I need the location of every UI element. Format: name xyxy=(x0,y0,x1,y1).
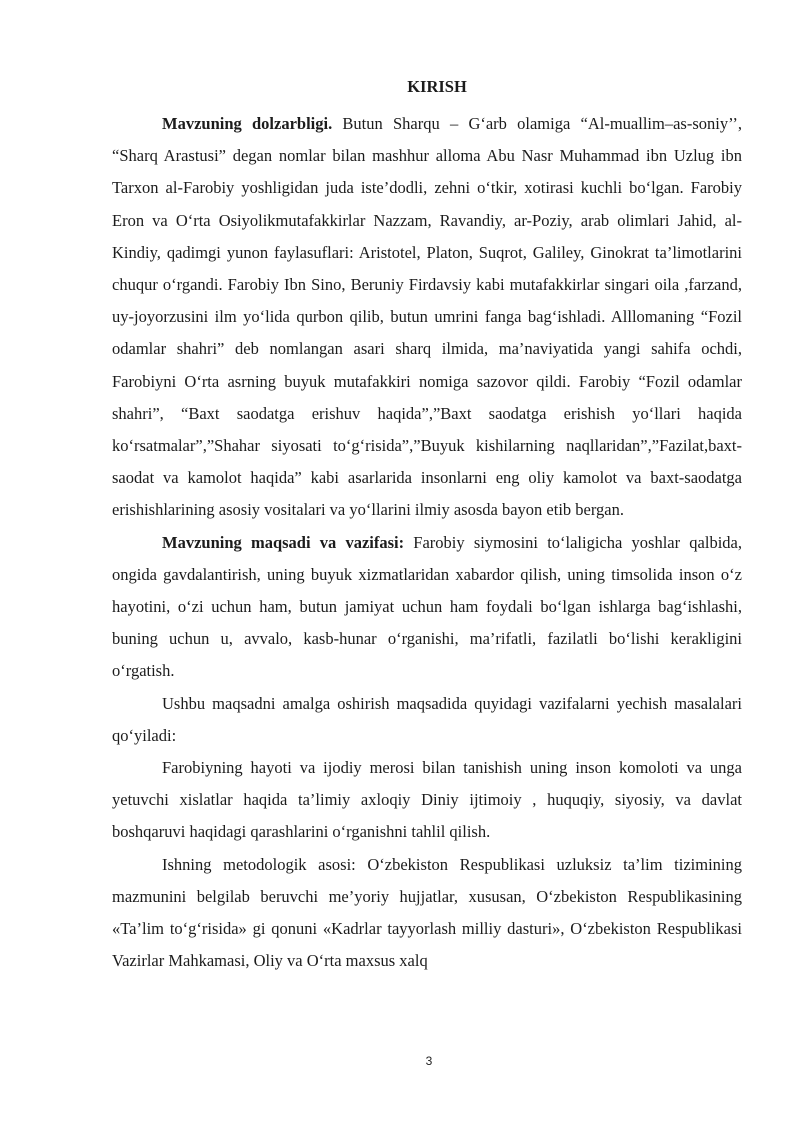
paragraph-text: Ishning metodologik asosi: O‘zbekiston Respublikasi uzluksiz ta’lim tizimining mazmunini belgilab beruvchi me’yoriy hujjatlar, xususan, O‘zbekiston Respublikasining «Ta’lim to‘g‘risida» gi qonuni «Kadrlar tayyorlash milliy dasturi», O‘zbekiston Respublikasi Vazirlar Mahkamasi, Oliy va O‘rta maxsus xalq xyxy=(112,854,742,971)
paragraph-text: Butun Sharqu – G‘arb olamiga “Al-muallim–as-soniy’’, “Sharq Arastusi” degan nomlar bilan mashhur alloma Abu Nasr Muhammad ibn Uzlug ibn Tarxon al-Farobiy yoshligidan juda iste’dodli, zehni o‘tkir, xotirasi kuchli bo‘lgan. Farobiy Eron va O‘rta Osiyolikmutafakkirlar Nazzam, Ravandiy, ar-Poziy, arab olimlari Jahid, al-Kindiy, qadimgi yunon faylasuflari: Aristotel, Platon, Suqrot, Galiley, Ginokrat ta’limotlarini chuqur o‘rgandi. Farobiy Ibn Sino, Beruniy Firdavsiy kabi mutafakkirlar singari oila ,farzand, uy-joyorzusini ilm yo‘lida qurbon qilib, butun umrini fanga bag‘ishladi. Alllomaning “Fozil odamlar shahri” deb nomlangan asari sharq ilmida, ma’naviyatida yangi sahifa ochdi, Farobiyni O‘rta asrning buyuk mutafakkiri nomiga sazovor qildi. Farobiy “Fozil odamlar shahri”, “Baxt saodatga erishuv haqida”,”Baxt saodatga erishish yo‘llari haqida ko‘rsatmalar”,”Shahar siyosati to‘g‘risida”,”Buyuk kishilarning naqllaridan”,”Fazilat,baxt-saodat va kamolot haqida” kabi asarlarida insonlarni eng oliy kamolot va baxt-saodatga erishishlarining asosiy vositalari va yo‘llarini ilmiy asosda bayon etib bergan. xyxy=(112,114,742,520)
paragraph-text: Farobiyning hayoti va ijodiy merosi bilan tanishish uning inson komoloti va unga yetuvchi xislatlar haqida ta’limiy axloqiy Diniy ijtimoiy , huquqiy, siyosiy, va davlat boshqaruvi haqidagi qarashlarini o‘rganishni tahlil qilish. xyxy=(112,758,742,842)
paragraph-methodology xyxy=(112,849,742,978)
paragraph-heading: Mavzuning dolzarbligi. xyxy=(162,114,333,133)
paragraph-relevance xyxy=(112,108,742,527)
paragraph-heading: Mavzuning maqsadi va vazifasi: xyxy=(162,532,405,552)
paragraph-goal xyxy=(112,527,742,688)
paragraph-text: Farobiy siymosini to‘laligicha yoshlar qalbida, ongida gavdalantirish, uning buyuk xizmatlaridan xabardor qilish, uning timsolida inson o‘z hayotini, o‘zi uchun ham, butun jamiyat uchun ham foydali bo‘lgan ishlarga bag‘ishlashi, buning uchun u, avvalo, kasb-hunar o‘rganishi, ma’rifatli, fazilatli bo‘lishi kerakligini o‘rgatish. xyxy=(112,532,742,681)
paragraph-text: Ushbu maqsadni amalga oshirish maqsadida quyidagi vazifalarni yechish masalalari qo‘yiladi: xyxy=(112,693,742,745)
paragraph-tasks xyxy=(112,752,742,849)
paragraph-tasks-intro xyxy=(112,688,742,752)
page-number: 3 xyxy=(425,1054,433,1068)
page-title: KIRISH xyxy=(407,77,467,96)
